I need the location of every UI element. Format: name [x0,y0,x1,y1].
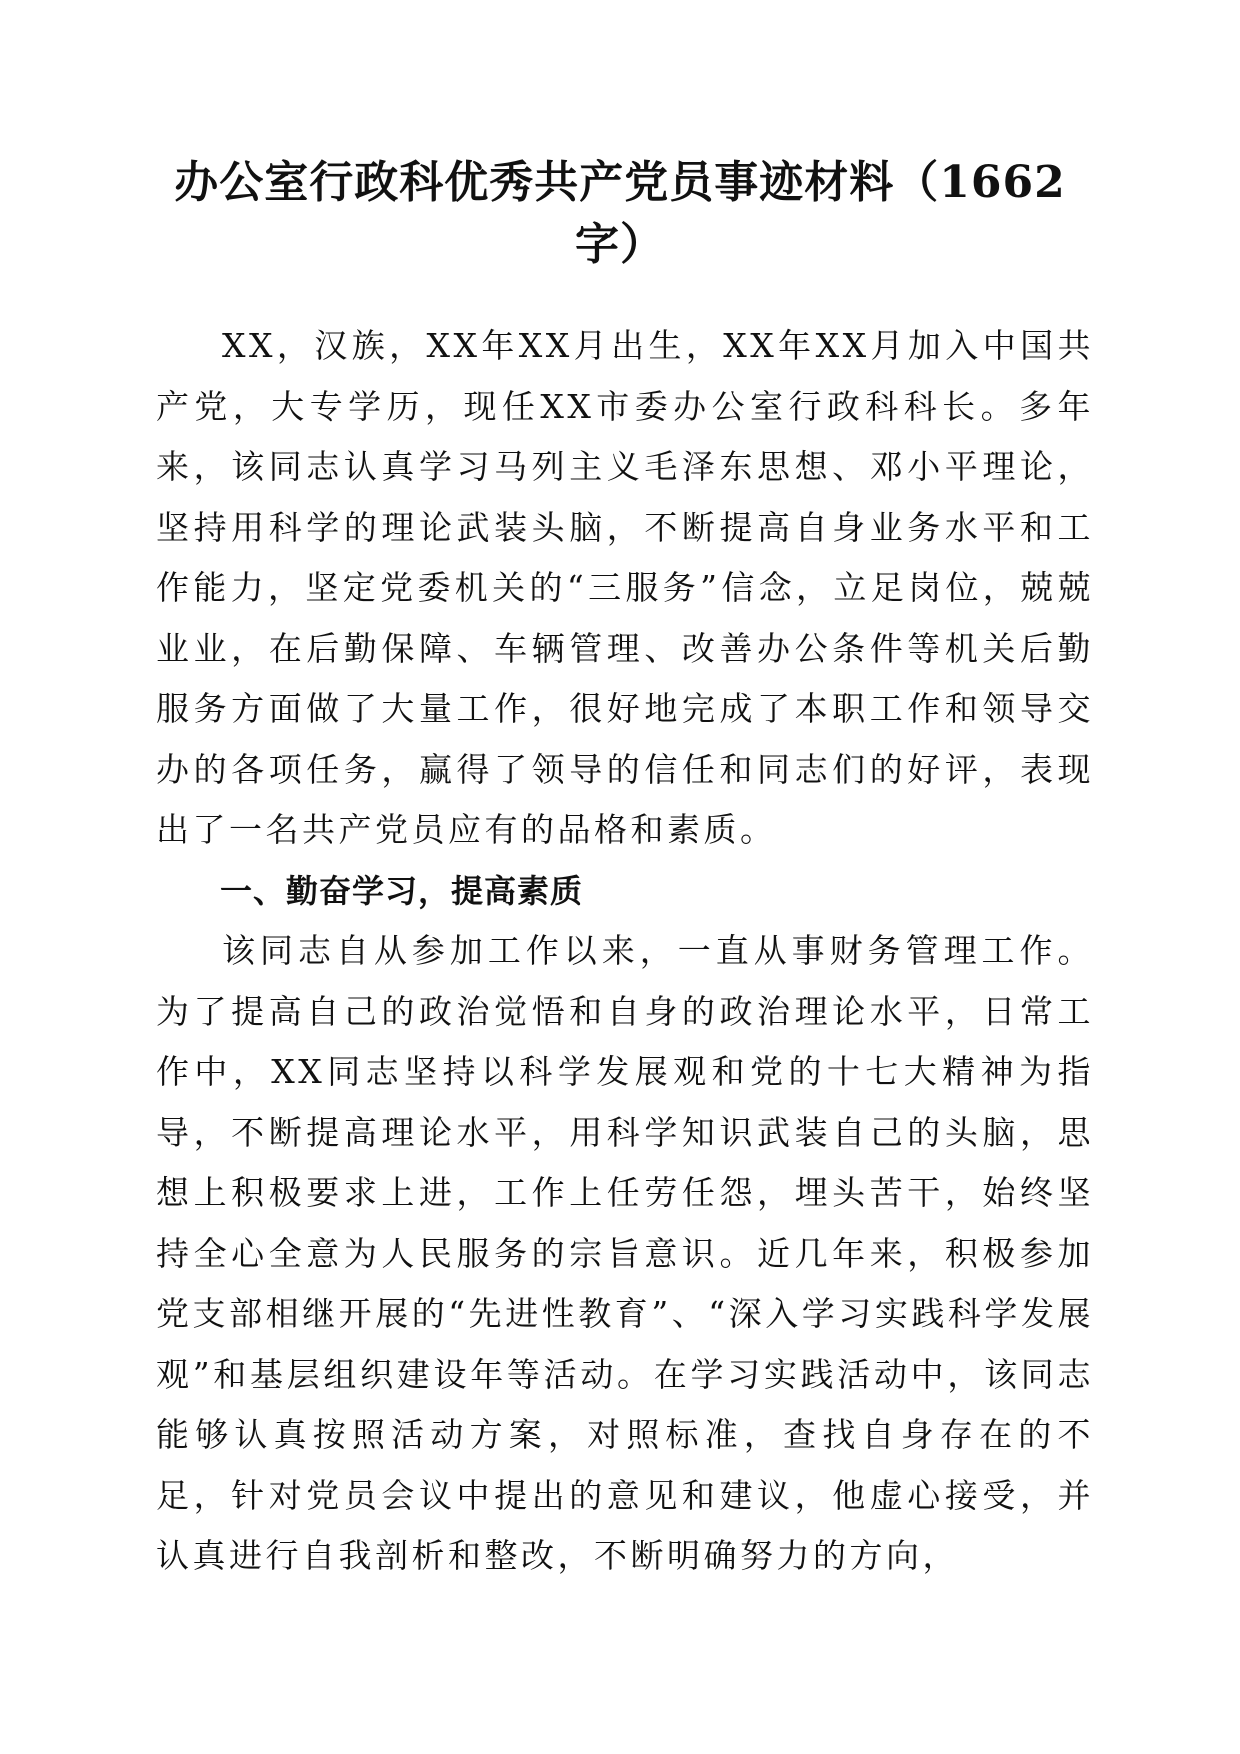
section-heading: 一、勤奋学习，提高素质 [220,871,584,910]
section-paragraph: 该同志自从参加工作以来，一直从事财务管理工作。为了提高自己的政治觉悟和自身的政治理论水平，日常工作中，XX同志坚持以科学发展观和党的十七大精神为指导，不断提高理论水平，用科学知识武装自己的头脑，思想上积极要求上进，工作上任劳任怨，埋头苦干，始终坚持全心全意为人民服务的宗旨意识。近几年来，积极参加党支部相继开展的“先进性教育”、“深入学习实践科学发展观”和基层组织建设年等活动。在学习实践活动中，该同志能够认真按照活动方案，对照标准，查找自身存在的不足，针对党员会议中提出的意见和建议，他虚心接受，并认真进行自我剖析和整改，不断明确努力的方向， [156,931,1094,1575]
intro-paragraph: XX，汉族，XX年XX月出生，XX年XX月加入中国共产党，大专学历，现任XX市委办公室行政科科长。多年来，该同志认真学习马列主义毛泽东思想、邓小平理论，坚持用科学的理论武装头脑，不断提高自身业务水平和工作能力，坚定党委机关的“三服务”信念，立足岗位，兢兢业业，在后勤保障、车辆管理、改善办公条件等机关后勤服务方面做了大量工作，很好地完成了本职工作和领导交办的各项任务，赢得了领导的信任和同志们的好评，表现出了一名共产党员应有的品格和素质。 [156,326,1094,849]
document-body [156,316,1094,1587]
document-title: 办公室行政科优秀共产党员事迹材料（1662字） [174,157,1066,270]
